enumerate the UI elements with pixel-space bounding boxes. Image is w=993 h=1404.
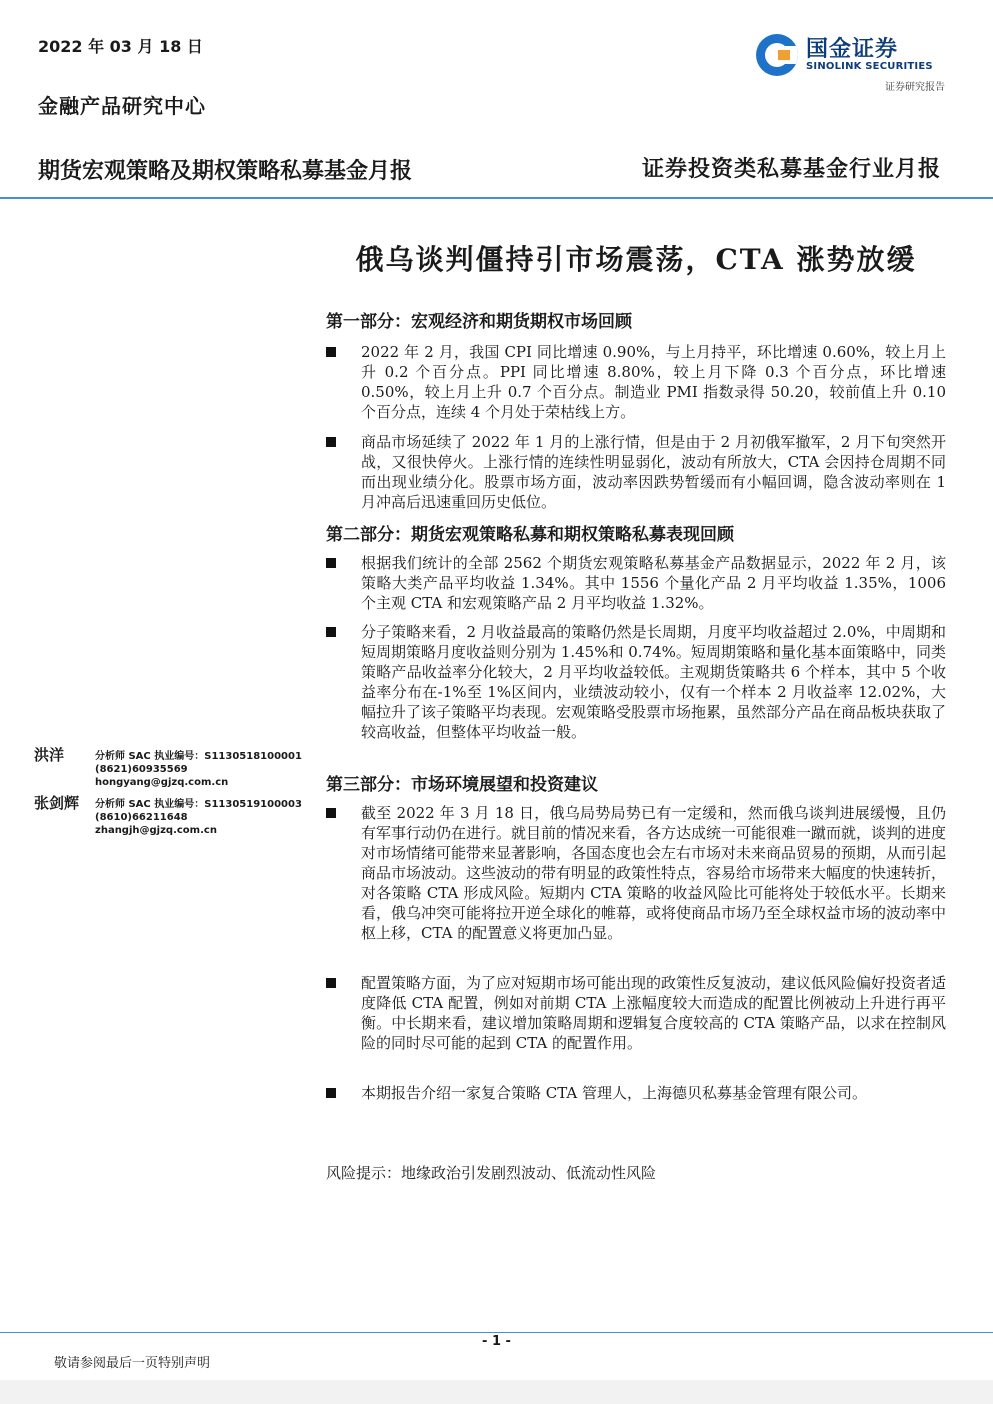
risk-warning: 风险提示：地缘政治引发剧烈波动、低流动性风险	[326, 1164, 657, 1182]
analyst-sac: 分析师 SAC 执业编号：S1130519100003	[95, 799, 302, 810]
bullet-square-icon	[326, 437, 336, 447]
analyst-contact	[95, 798, 302, 837]
analyst-email[interactable]: zhangjh@gjzq.com.cn	[95, 825, 217, 836]
research-center-name: 金融产品研究中心	[38, 94, 206, 118]
section-heading-3: 第三部分：市场环境展望和投资建议	[326, 775, 598, 795]
section-heading-2: 第二部分：期货宏观策略私募和期权策略私募表现回顾	[326, 525, 734, 545]
main-title: 俄乌谈判僵持引市场震荡，CTA 涨势放缓	[355, 243, 917, 276]
series-title: 期货宏观策略及期权策略私募基金月报	[38, 159, 413, 184]
bullet-text: 截至 2022 年 3 月 18 日，俄乌局势局势已有一定缓和，然而俄乌谈判进展缓慢，且仍有军事行动仍在进行。就目前的情况来看，各方达成统一可能很难一蹴而就，谈判的进度对市场情绪可能带来显著影响，各国态度也会左右市场对未来商品贸易的预期，从而引起商品市场波动。这些波动的带有明显的政策性特点，容易给市场带来大幅度的快速转折，对各策略 CTA 形成风险。短期内 CTA 策略的收益风险比可能将处于较低水平。长期来看，俄乌冲突可能将拉开逆全球化的帷幕，或将使商品市场乃至全球权益市场的波动率中枢上移，CTA 的配置意义将更加凸显。	[361, 804, 947, 942]
analyst-email[interactable]: hongyang@gjzq.com.cn	[95, 777, 229, 788]
bullet-square-icon	[326, 1088, 336, 1098]
bullet-text: 配置策略方面，为了应对短期市场可能出现的政策性反复波动，建议低风险偏好投资者适度降低 CTA 配置，例如对前期 CTA 上涨幅度较大而造成的配置比例被动上升进行再平衡。中长期来看，建议增加策略周期和逻辑复合度较高的 CTA 策略产品，以求在控制风险的同时尽可能的起到 CTA 的配置作用。	[361, 974, 947, 1052]
sinolink-logo-icon	[756, 34, 798, 76]
header-divider	[0, 197, 993, 199]
bullet-text: 商品市场延续了 2022 年 1 月的上涨行情，但是由于 2 月初俄军撤军，2 月下旬突然开战，又很快停火。上涨行情的连续性明显弱化，波动有所放大，CTA 会因持仓周期不同而出现业绩分化。股票市场方面，波动率因跌势暂缓而有小幅回调，隐含波动率则在 1 月冲高后迅速重回历史低位。	[361, 433, 946, 511]
bullet-square-icon	[326, 978, 336, 988]
bullet-square-icon	[326, 808, 336, 818]
bullet-text: 2022 年 2 月，我国 CPI 同比增速 0.90%，与上月持平，环比增速 0.60%，较上月上升 0.2 个百分点。PPI 同比增速 8.80%，较上月下降 0.3 个百分点，环比增速 0.50%，较上月上升 0.7 个百分点。制造业 PMI 指数录得 50.20，较前值上升 0.10 个百分点，连续 4 个月处于荣枯线上方。	[361, 343, 946, 421]
bullet-item	[326, 803, 946, 943]
footer-divider	[0, 1332, 993, 1333]
logo-name-en: SINOLINK SECURITIES	[806, 61, 933, 72]
page-number: - 1 -	[482, 1334, 511, 1349]
report-date: 2022 年 03 月 18 日	[38, 37, 203, 56]
report-type: 证券投资类私募基金行业月报	[641, 156, 941, 182]
bullet-text: 根据我们统计的全部 2562 个期货宏观策略私募基金产品数据显示，2022 年 2 月，该策略大类产品平均收益 1.34%。其中 1556 个量化产品 2 月平均收益 1.35%，1006 个主观 CTA 和宏观策略产品 2 月平均收益 1.32%。	[361, 554, 946, 612]
analyst-list	[34, 744, 309, 840]
analyst-phone: (8610)66211648	[95, 812, 188, 823]
analyst-sac: 分析师 SAC 执业编号：S1130518100001	[95, 751, 302, 762]
disclaimer-note: 敬请参阅最后一页特别声明	[54, 1356, 211, 1371]
bullet-item	[326, 973, 946, 1053]
bullet-text: 分子策略来看，2 月收益最高的策略仍然是长周期，月度平均收益超过 2.0%，中周期和短周期策略月度收益则分别为 1.45%和 0.74%。短周期策略和量化基本面策略中，同类策略产品收益率分化较大，2 月平均收益较低。主观期货策略共 6 个样本，其中 5 个收益率分布在-1%至 1%区间内，业绩波动较小，仅有一个样本 2 月收益率 12.02%，大幅拉升了该子策略平均表现。宏观策略受股票市场拖累，虽然部分产品在商品板块获取了较高收益，但整体平均收益一般。	[361, 623, 947, 741]
analyst-contact	[95, 750, 302, 789]
bullet-text: 本期报告介绍一家复合策略 CTA 管理人，上海德贝私募基金管理有限公司。	[361, 1084, 868, 1102]
bullet-item	[326, 342, 946, 422]
bullet-item	[326, 1083, 946, 1103]
analyst-card	[34, 744, 309, 790]
bullet-item	[326, 622, 946, 742]
section-heading-1: 第一部分：宏观经济和期货期权市场回顾	[326, 312, 632, 332]
bullet-item	[326, 553, 946, 613]
logo-subtitle: 证券研究报告	[885, 82, 945, 93]
bullet-square-icon	[326, 558, 336, 568]
bullet-square-icon	[326, 627, 336, 637]
analyst-phone: (8621)60935569	[95, 764, 188, 775]
bullet-square-icon	[326, 347, 336, 357]
bullet-item	[326, 432, 946, 512]
analyst-name: 张剑辉	[34, 794, 80, 812]
bottom-band	[0, 1380, 993, 1404]
analyst-name: 洪洋	[34, 746, 65, 764]
logo-name-cn: 国金证券	[806, 37, 899, 62]
analyst-card	[34, 792, 309, 838]
